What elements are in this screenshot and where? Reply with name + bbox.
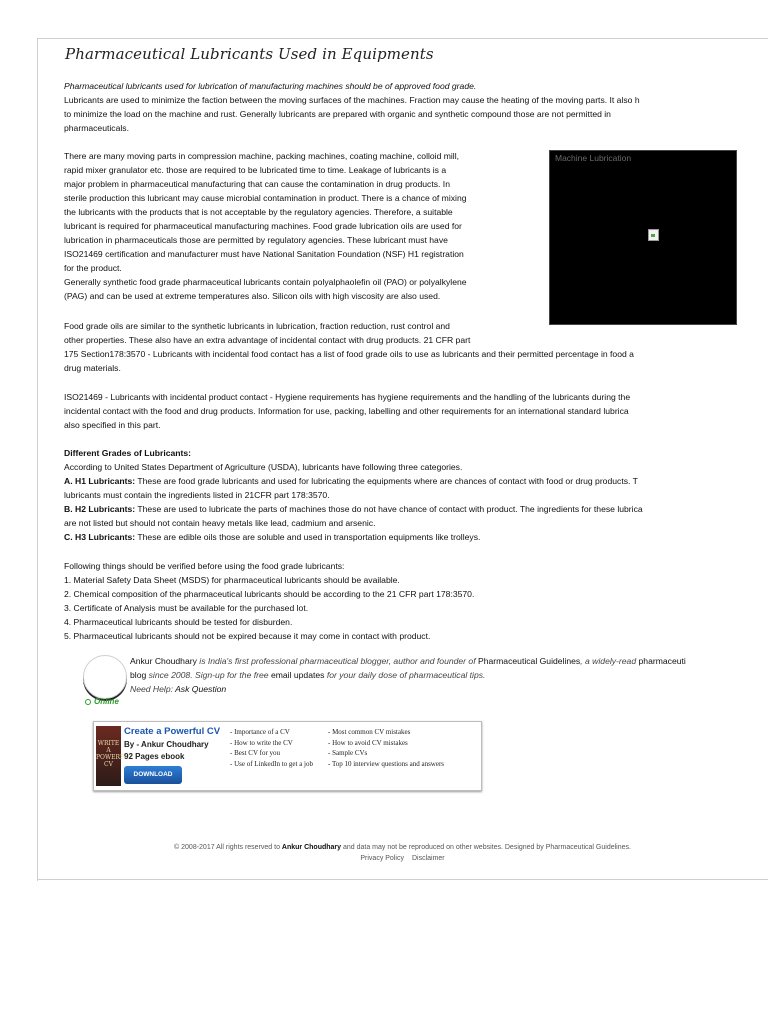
verify-item: 2. Chemical composition of the pharmaceutical lubricants should be according to the 21 CFR part 178:3570. bbox=[64, 589, 475, 599]
online-dot-icon bbox=[85, 699, 91, 705]
p4-line: incidental contact with the food and drug products. Information for use, packing, labelling and other requirements for an international standard lubrica bbox=[64, 406, 629, 416]
email-updates-link[interactable]: email updates bbox=[270, 670, 325, 680]
site-link[interactable]: Pharmaceutical Guidelines bbox=[478, 656, 581, 666]
p1-line: Lubricants are used to minimize the faction between the moving surfaces of the machines. Fraction may cause the heating of the moving parts. It also h bbox=[64, 95, 640, 105]
footer-notice: and data may not be reproduced on other websites. Designed by Pharmaceutical Guidelines. bbox=[341, 844, 631, 851]
p2-line: ISO21469 certification and manufacturer must have National Sanitation Foundation (NSF) H1 registration bbox=[64, 249, 464, 259]
p2-line: There are many moving parts in compression machine, packing machines, coating machine, colloid mill, bbox=[64, 151, 460, 161]
grade-h1-cont: lubricants must contain the ingredients listed in 21CFR part 178:3570. bbox=[64, 490, 330, 500]
help-label: Need Help: bbox=[130, 684, 176, 694]
paragraph-moving-parts bbox=[64, 149, 467, 303]
p2-line: major problem in pharmaceutical manufacturing that can cause the contamination in drug products. In bbox=[64, 179, 450, 189]
p3-line: Food grade oils are similar to the synthetic lubricants in lubrication, fraction reduction, rust control and bbox=[64, 321, 450, 331]
banner-topic: - Top 10 interview questions and answers bbox=[328, 759, 445, 768]
banner-pages: 92 Pages ebook bbox=[124, 752, 185, 761]
p3-line: drug materials. bbox=[64, 363, 121, 373]
verify-item: 5. Pharmaceutical lubricants should not be expired because it may come in contact with product. bbox=[64, 631, 431, 641]
p2-line: (PAG) and can be used at extreme temperatures also. Silicon oils with high viscosity are also used. bbox=[64, 291, 441, 301]
grade-h3-label: C. H3 Lubricants: bbox=[64, 532, 136, 542]
p1-line: pharmaceuticals. bbox=[64, 123, 129, 133]
p2-line: lubrication in pharmaceuticals those are permitted by regulatory agencies. These lubricant must have bbox=[64, 235, 448, 245]
author-avatar[interactable] bbox=[83, 655, 127, 699]
disclaimer-link[interactable]: Disclaimer bbox=[411, 855, 445, 862]
paragraph-iso21469 bbox=[64, 390, 630, 432]
p3-line: other properties. These also have an extra advantage of incidental contact with drug products. 21 CFR part bbox=[64, 335, 471, 345]
grade-h2-text: These are used to lubricate the parts of machines those do not have chance of contact with product. The ingredients for these lubrica bbox=[135, 504, 643, 514]
grade-h3-text: These are edible oils those are soluble and used in transportation equipments like trolleys. bbox=[135, 532, 481, 542]
banner-topic: - Sample CVs bbox=[328, 749, 368, 757]
download-button[interactable]: DOWNLOAD bbox=[124, 766, 182, 784]
verify-item: 4. Pharmaceutical lubricants should be tested for disburden. bbox=[64, 617, 293, 627]
p2-line: lubricant is required for pharmaceutical manufacturing machines. Food grade lubrication oils are used for bbox=[64, 221, 462, 231]
grade-h1-text: These are food grade lubricants and used for lubricating the equipments where are chances of contact with food or drug products. T bbox=[135, 476, 638, 486]
paragraph-food-grade-oils bbox=[64, 319, 634, 375]
grade-h2-cont: are not listed but should not contain heavy metals like lead, cadmium and arsenic. bbox=[64, 518, 376, 528]
banner-topic: - Importance of a CV bbox=[230, 728, 290, 736]
author-bio-text-2: , a widely-read bbox=[580, 656, 639, 666]
grade-h3 bbox=[64, 530, 643, 544]
banner-topics-col1 bbox=[230, 727, 313, 769]
online-label: Online bbox=[94, 697, 119, 706]
grade-h1 bbox=[64, 474, 643, 488]
ask-question-link[interactable]: Ask Question bbox=[175, 684, 227, 694]
blog-link-part[interactable]: pharmaceuti bbox=[638, 656, 686, 666]
article-content bbox=[65, 39, 768, 63]
grade-h2-label: B. H2 Lubricants: bbox=[64, 504, 136, 514]
footer-copyright: © 2008-2017 All rights reserved to bbox=[174, 844, 282, 851]
blog-link[interactable]: blog bbox=[130, 670, 147, 680]
p3-line: 175 Section178:3570 - Lubricants with incidental food contact has a list of food grade oils to use as lubricants and their permitted percentage in food a bbox=[64, 349, 634, 359]
grade-h1-label: A. H1 Lubricants: bbox=[64, 476, 136, 486]
banner-topic: - Best CV for you bbox=[230, 749, 281, 757]
p2-line: the lubricants with the products that is not acceptable by the regulatory agencies. Therefore, a suitable bbox=[64, 207, 453, 217]
verify-section bbox=[64, 559, 474, 643]
p2-line: Generally synthetic food grade pharmaceutical lubricants contain polyalphaolefin oil (PAO) or polyalkylene bbox=[64, 277, 467, 287]
page-title: Pharmaceutical Lubricants Used in Equipments bbox=[65, 45, 434, 63]
signup-text-2: for your daily dose of pharmaceutical tips. bbox=[324, 670, 486, 680]
signup-text: since 2008. Sign-up for the free bbox=[146, 670, 271, 680]
grades-section bbox=[64, 446, 643, 544]
p2-line: rapid mixer granulator etc. those are required to be lubricated time to time. Leakage of lubricants is a bbox=[64, 165, 447, 175]
banner-topic: - Most common CV mistakes bbox=[328, 728, 411, 736]
footer-owner: Ankur Choudhary bbox=[281, 844, 342, 851]
p4-line: ISO21469 - Lubricants with incidental product contact - Hygiene requirements has hygiene requirements and the handling of the lubricants during the bbox=[64, 392, 631, 402]
p2-line: for the product. bbox=[64, 263, 122, 273]
banner-author: By - Ankur Choudhary bbox=[124, 740, 209, 749]
online-status bbox=[85, 697, 119, 706]
privacy-policy-link[interactable]: Privacy Policy bbox=[360, 855, 404, 862]
video-title: Machine Lubrication bbox=[555, 153, 632, 163]
p4-line: also specified in this part. bbox=[64, 420, 161, 430]
video-embed[interactable] bbox=[549, 150, 737, 325]
ebook-cover: WRITE A POWERFUL CV bbox=[96, 726, 121, 786]
grades-heading: Different Grades of Lubricants: bbox=[64, 448, 192, 458]
banner-topic: - Use of LinkedIn to get a job bbox=[230, 759, 314, 768]
author-name[interactable]: Ankur Choudhary bbox=[130, 656, 197, 666]
banner-topics-col2 bbox=[328, 727, 444, 769]
banner-topic: - How to write the CV bbox=[230, 738, 293, 747]
banner-topic: - How to avoid CV mistakes bbox=[328, 738, 408, 747]
banner-title: Create a Powerful CV bbox=[124, 726, 221, 737]
verify-item: 1. Material Safety Data Sheet (MSDS) for pharmaceutical lubricants should be available. bbox=[64, 575, 400, 585]
intro-paragraph bbox=[64, 79, 640, 135]
bottom-divider bbox=[37, 879, 768, 880]
author-bio-text-1: is India's first professional pharmaceutical blogger, author and founder of bbox=[196, 656, 478, 666]
page-footer bbox=[37, 842, 768, 864]
verify-item: 3. Certificate of Analysis must be available for the purchased lot. bbox=[64, 603, 309, 613]
verify-intro: Following things should be verified before using the food grade lubricants: bbox=[64, 561, 345, 571]
cv-ebook-banner[interactable] bbox=[93, 721, 482, 791]
intro-italic: Pharmaceutical lubricants used for lubrication of manufacturing machines should be of approved food grade. bbox=[64, 81, 477, 91]
broken-image-icon bbox=[648, 229, 659, 241]
author-bio bbox=[130, 654, 740, 696]
grades-intro: According to United States Department of Agriculture (USDA), lubricants have following three categories. bbox=[64, 462, 463, 472]
grade-h2 bbox=[64, 502, 643, 516]
p2-line: sterile production this lubricant may cause microbial contamination in product. There is a chance of mixing bbox=[64, 193, 467, 203]
p1-line: to minimize the load on the machine and rust. Generally lubricants are prepared with organic and synthetic compound those are not permitted in bbox=[64, 109, 611, 119]
